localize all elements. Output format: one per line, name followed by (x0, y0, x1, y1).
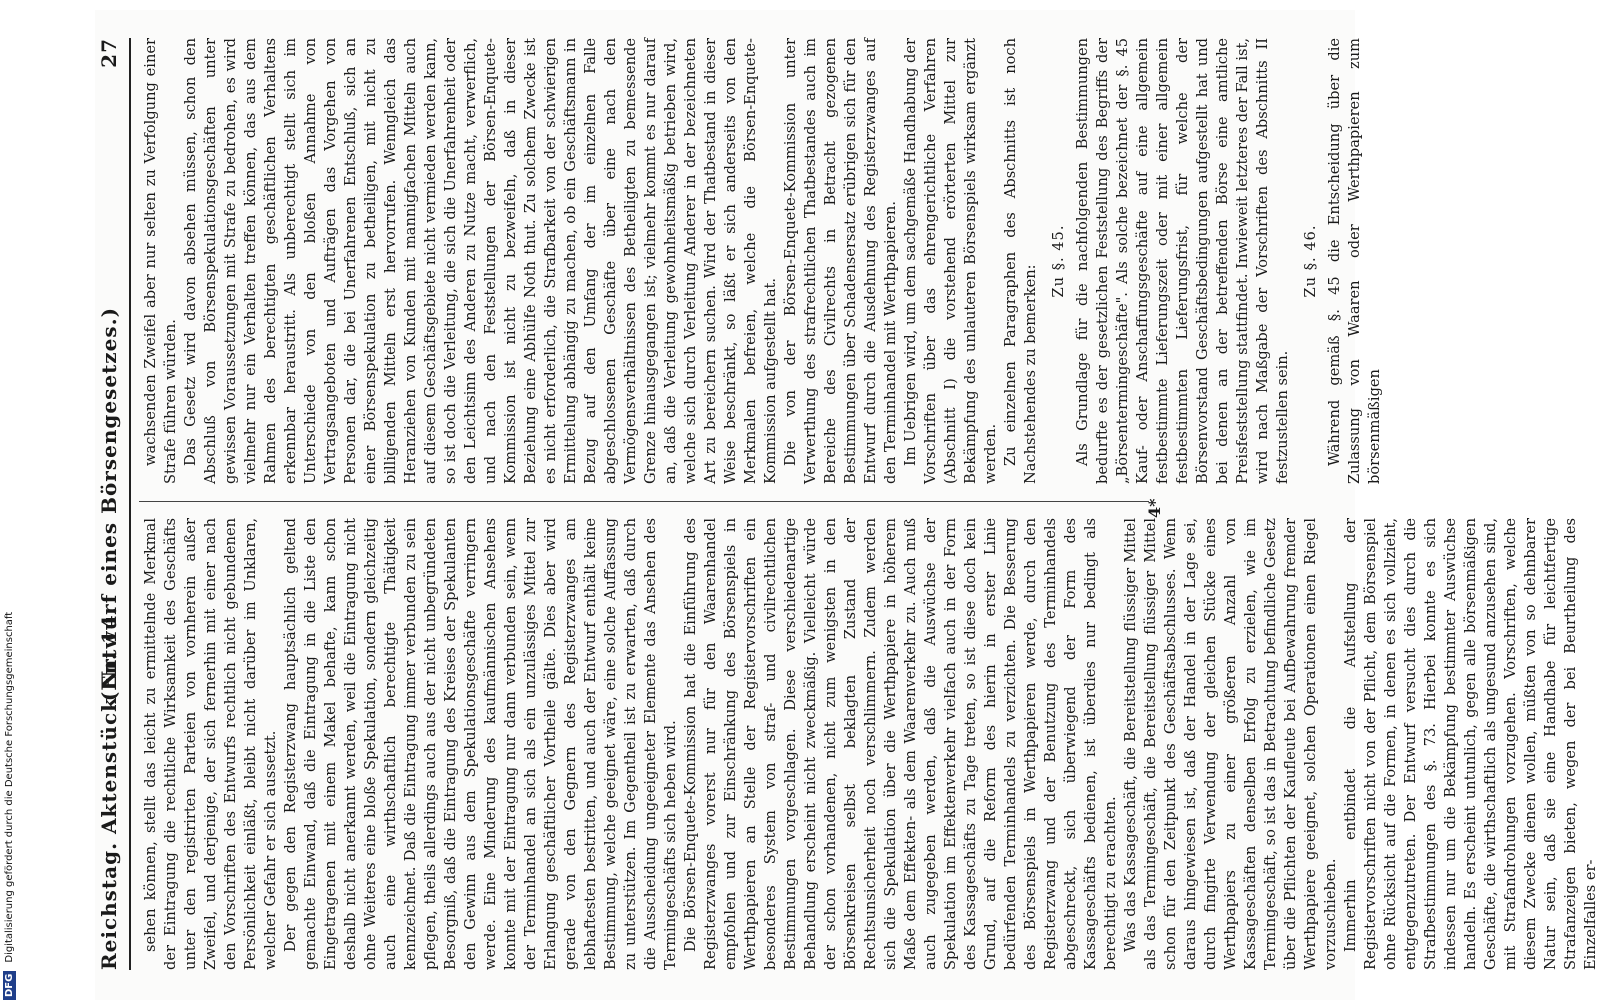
credit-text: Digitalisierung gefördert durch die Deutsche Forschungsgemeinschaft (3, 611, 15, 963)
page-header (97, 38, 131, 970)
paragraph: Im Uebrigen wird, um dem sachgemäße Handhabung der Vorschriften über das ehrengerichtliche Verfahren (Abschnitt I) die vorstehend erörterten Mittel zur Bekämpfung des unlauteren Börsenspiels wirksam ergänzt werden. (902, 38, 999, 484)
paragraph: Während gemäß §. 45 die Entscheidung über die Zulassung von Waaren oder Werthpapieren zum börsenmäßigen (1326, 38, 1383, 484)
dfg-logo: DFG (3, 971, 16, 1000)
paragraph: Die von der Börsen-Enquete-Kommission unter Verwerthung des strafrechtlichen Thatbestandes auch im Bereiche des Civilrechts in Betracht gezogenen Bestimmungen über Schadensersatz erübrigen sich für den Entwurf durch die Ausdehnung des Registerzwanges auf den Terminhandel mit Werthpapieren. (782, 38, 899, 484)
column-left (141, 518, 1601, 970)
document-page (95, 10, 1599, 1000)
header-rule (129, 38, 131, 970)
paragraph: Immerhin entbindet die Aufstellung der Registervorschriften nicht von der Pflicht, dem Börsenspiel ohne Rücksicht auf die Formen, in denen es sich vollzieht, entgegenzutreten. Der Entwurf versucht dies durch die Strafbestimmungen des §. 73. Hierbei konnte es sich indessen nur um die Bekämpfung bestimmter Auswüchse handeln. Es erscheint untunlich, gegen alle börsenmäßigen Geschäfte, die wirthschaftlich als ungesund anzusehen sind, mit Strafandrohungen vorzugehen. Vorschriften, welche diesem Zwecke dienen wollen, müßten von so dehnbarer Natur sein, daß sie eine Handhabe für leichtfertige Strafanzeigen bieten, wegen der bei Beurtheilung des Einzelfalles er- (1342, 518, 1599, 970)
paragraph: wachsenden Zweifel aber nur selten zu Verfolgung einer Strafe führen würden. (142, 38, 179, 484)
section-heading: Zu §. 45. (1050, 224, 1067, 298)
section-heading: Zu §. 46. (1302, 224, 1319, 298)
signature-mark: 4* (1145, 498, 1164, 518)
column-right (141, 38, 1385, 484)
page-number: 27 (97, 38, 121, 68)
column-divider (139, 501, 1149, 502)
paragraph: sehen können, stellt das leicht zu ermittelnde Merkmal der Eintragung die rechtliche Wirksamkeit des Geschäfts unter den registrirten Parteien von vornherein außer Zweifel, und derjenige, der sich fernerhin mit einer nach den Vorschriften des Entwurfs rechtlich nicht gebundenen Persönlichkeit einläßt, bleibt nicht darüber im Unklaren, welcher Gefahr er sich aussetzt. (142, 518, 279, 970)
paragraph: Die Börsen-Enquete-Kommission hat die Einführung des Registerzwanges vorerst nur für den Waarenhandel empfohlen und zur Einschränkung des Börsenspiels in Werthpapieren an Stelle der Registervorschriften ein besonderes System von straf- und civilrechtlichen Bestimmungen vorgeschlagen. Diese verschiedenartige Behandlung erscheint nicht zweckmäßig. Vielleicht würde der schon vorhandenen, nicht zum wenigsten in den Börsenkreisen selbst beklagten Zustand der Rechtsunsicherheit noch verschlimmern. Zudem werden sich die Spekulation über die Werthpapiere in höherem Maße dem Effekten- als dem Waarenverkehr zu. Auch muß auch zugegeben werden, daß die Auswüchse der Spekulation im Effektenverkehr vielfach auch in der Form des Kassageschäfts zu Tage treten, so ist diese doch kein Grund, auf die Reform des hierin in erster Linie bedürfenden Terminhandels zu verzichten. Die Besserung des Börsenspiels in Werthpapieren werde, durch den Registerzwang und der Benutzung des Terminhandels abgeschreckt, sich überwiegend der Form des Kassageschäfts bedienen, ist überdies nur bedingt als berechtigt zu erachten. (682, 518, 1119, 970)
paragraph: Zu einzelnen Paragraphen des Abschnitts ist noch Nachstehendes zu bemerken: (1002, 38, 1039, 484)
paragraph: Das Gesetz wird davon absehen müssen, schon den Abschluß von Börsenspekulationsgeschäften unter gewissen Voraussetzungen mit Strafe zu bedrohen, es wird vielmehr nur ein Verhalten treffen können, das aus dem Rahmen des berechtigten geschäftlichen Verhaltens erkennbar heraustritt. Als unberechtigt stellt sich im Unterschiede von den bloßen Annahme von Vertragsangeboten und Aufträgen das Vorgehen von Personen dar, die bei Unerfahrenen Entschluß, sich an einer Börsenspekulation zu betheiligen, mit nicht zu billigenden Mitteln erst hervorrufen. Wenngleich das Heranziehen von Kunden mit mannigfachen Mitteln auch auf diesem Geschäftsgebiete nicht vermieden werden kann, so ist doch die Verleitung, die sich die Unerfahrenheit oder den Leichtsinn des Anderen zu Nutze macht, verwerflich, und nach den Feststellungen der Börsen-Enquete-Kommission ist nicht zu bezweifeln, daß in dieser Beziehung eine Abhülfe Noth thut. Zu solchem Zwecke ist es nicht erforderlich, die Strafbarkeit von der schwierigen Ermittelung abhängig zu machen, ob ein Geschäftsmann in Bezug auf den Umfang der im einzelnen Falle abgeschlossenen Geschäfte über eine nach den Vermögensverhältnissen des Betheiligten zu bemessende Grenze hinausgegangen ist; vielmehr kommt es nur darauf an, daß die Verleitung gewohnheitsmäßig betrieben wird, welche sich durch Verleitung Anderer in der bezeichneten Art zu bereichern suchen. Wird der Thatbestand in dieser Weise beschränkt, so läßt er sich anderseits von den Merkmalen befreien, welche die Börsen-Enquete-Kommission aufgestellt hat. (182, 38, 779, 484)
digitization-credit (0, 0, 18, 1000)
header-left: Reichstag. Aktenstück Nr. 14. (97, 606, 121, 970)
paragraph: Als Grundlage für die nachfolgenden Bestimmungen bedurfte es der gesetzlichen Feststellung des Begriffs der „Börsentermingeschäfte". Als solche bezeichnet der §. 45 Kauf- oder Anschaffungsgeschäfte auf eine allgemein festbestimmte Lieferungszeit oder mit einer allgemein festbestimmten Lieferungsfrist, für welche der Börsenvorstand Geschäftsbedingungen aufgestellt hat und bei denen an der betreffenden Börse eine amtliche Preisfeststellung stattfindet. Inwieweit letzteres der Fall ist, wird nach Maßgabe der Vorschriften des Abschnitts II festzustellen sein. (1074, 38, 1291, 484)
header-title: (Entwurf eines Börsengesetzes.) (97, 306, 121, 702)
paragraph: Der gegen den Registerzwang hauptsächlich geltend gemachte Einwand, daß die Eintragung in die Liste den Eingetragenen mit einem Makel behafte, kann schon deshalb nicht anerkannt werden, weil die Eintragung nicht ohne Weiteres eine bloße Spekulation, sondern gleichzeitig auch eine wirthschaftlich berechtigte Thätigkeit kennzeichnet. Daß die Eintragung immer verbunden zu sein pflegen, theils allerdings auch aus der nicht unbegründeten Besorgniß, daß die Eintragung des Kreises der Spekulanten den Gewinn aus dem Spekulationsgeschäfte verringern werde. Eine Minderung des kaufmännischen Ansehens konnte mit der Eintragung nur dann verbunden sein, wenn der Terminhandel an sich als ein unzulässiges Mittel zur Erlangung geschäftlicher Vortheile gälte. Dies aber wird gerade von den Gegnern des Registerzwanges am lebhaftesten bestritten, und auch der Entwurf enthält keine Bestimmung, welche geeignet wäre, eine solche Auffassung zu unterstützen. Im Gegentheil ist zu erwarten, daß durch die Ausscheidung ungeeigneter Elemente das Ansehen des Termingeschäfts sich heben wird. (282, 518, 679, 970)
paragraph: Was das Kassageschäft, die Bereitstellung flüssiger Mittel als das Termingeschäft, die Bereitstellung flüssiger Mittel schon für den Zeitpunkt des Geschäftsabschlusses. Wenn daraus hingewiesen ist, daß der Handel in der Lage sei, durch fingirte Verwendung der gleichen Stücke eines Werthpapiers zu einer größeren Anzahl von Kassageschäften denselben Erfolg zu erzielen, wie im Termingeschäft, so ist das in Betrachtung befindliche Gesetz über die Pflichten der Kaufleute bei Aufbewahrung fremder Werthpapiere geeignet, solchen Operationen einen Riegel vorzuschieben. (1122, 518, 1339, 970)
